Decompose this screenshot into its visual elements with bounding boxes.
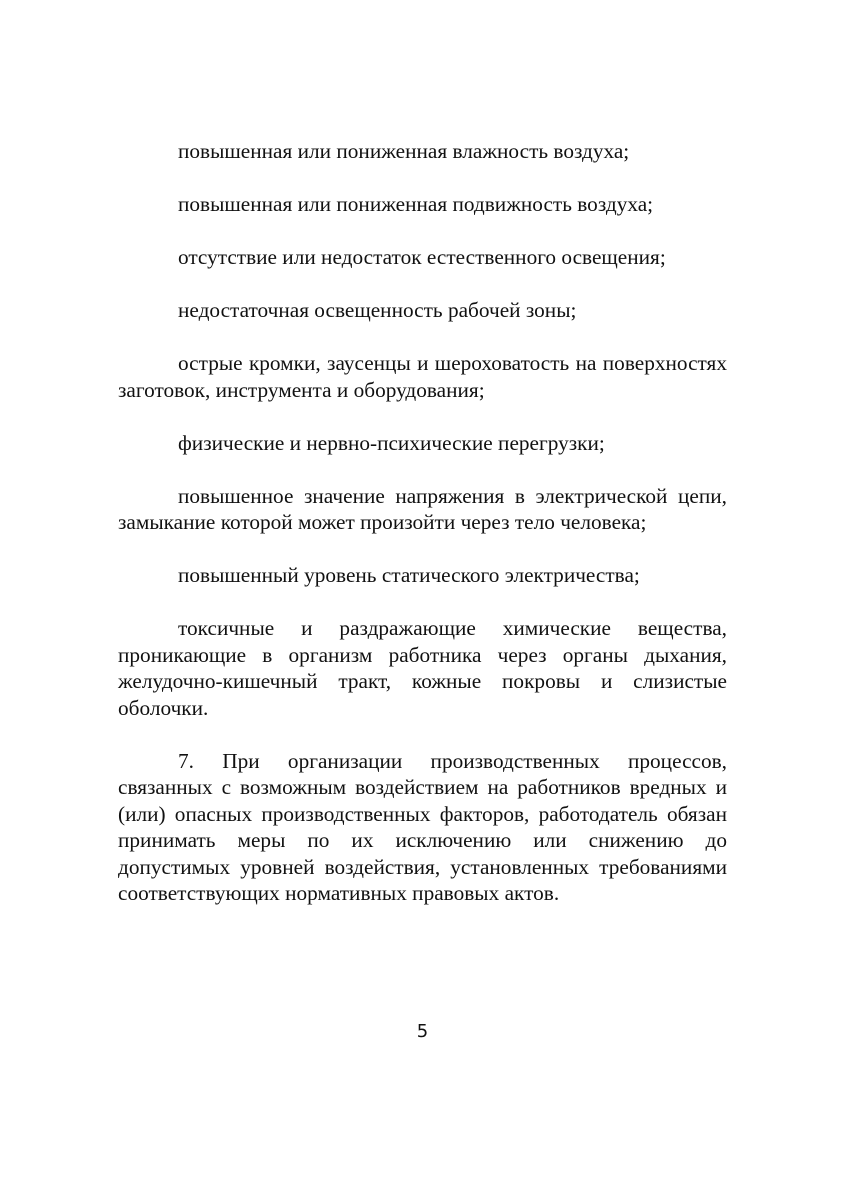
paragraph-electric-voltage: повышенное значение напряжения в электрической цепи, замыкание которой может произойти через тело человека; bbox=[118, 483, 727, 534]
paragraph-item-7: 7. При организации производственных процессов, связанных с возможным воздействием на работников вредных и (или) опасных производственных факторов, работодатель обязан принимать меры по их исключению или снижению до допустимых уровней воздействия, установленных требованиями соответствующих нормативных правовых актов. bbox=[118, 748, 727, 905]
paragraph-air-mobility: повышенная или пониженная подвижность воздуха; bbox=[178, 192, 654, 216]
paragraph-static-electricity: повышенный уровень статического электричества; bbox=[178, 563, 640, 587]
paragraph-overloads: физические и нервно-психические перегрузки; bbox=[178, 430, 605, 455]
paragraph-toxic-substances: токсичные и раздражающие химические вещества, проникающие в организм работника через органы дыхания, желудочно-кишечный тракт, кожные покровы и слизистые оболочки. bbox=[118, 616, 727, 720]
paragraph-sharp-edges: острые кромки, заусенцы и шероховатость на поверхностях заготовок, инструмента и оборудования; bbox=[118, 351, 727, 402]
paragraph-natural-lighting: отсутствие или недостаток естественного освещения; bbox=[178, 245, 666, 269]
page-number: 5 bbox=[416, 1021, 429, 1042]
paragraph-air-humidity: повышенная или пониженная влажность воздуха; bbox=[178, 139, 630, 163]
paragraph-work-zone-lighting: недостаточная освещенность рабочей зоны; bbox=[178, 298, 577, 322]
document-page bbox=[118, 138, 727, 933]
